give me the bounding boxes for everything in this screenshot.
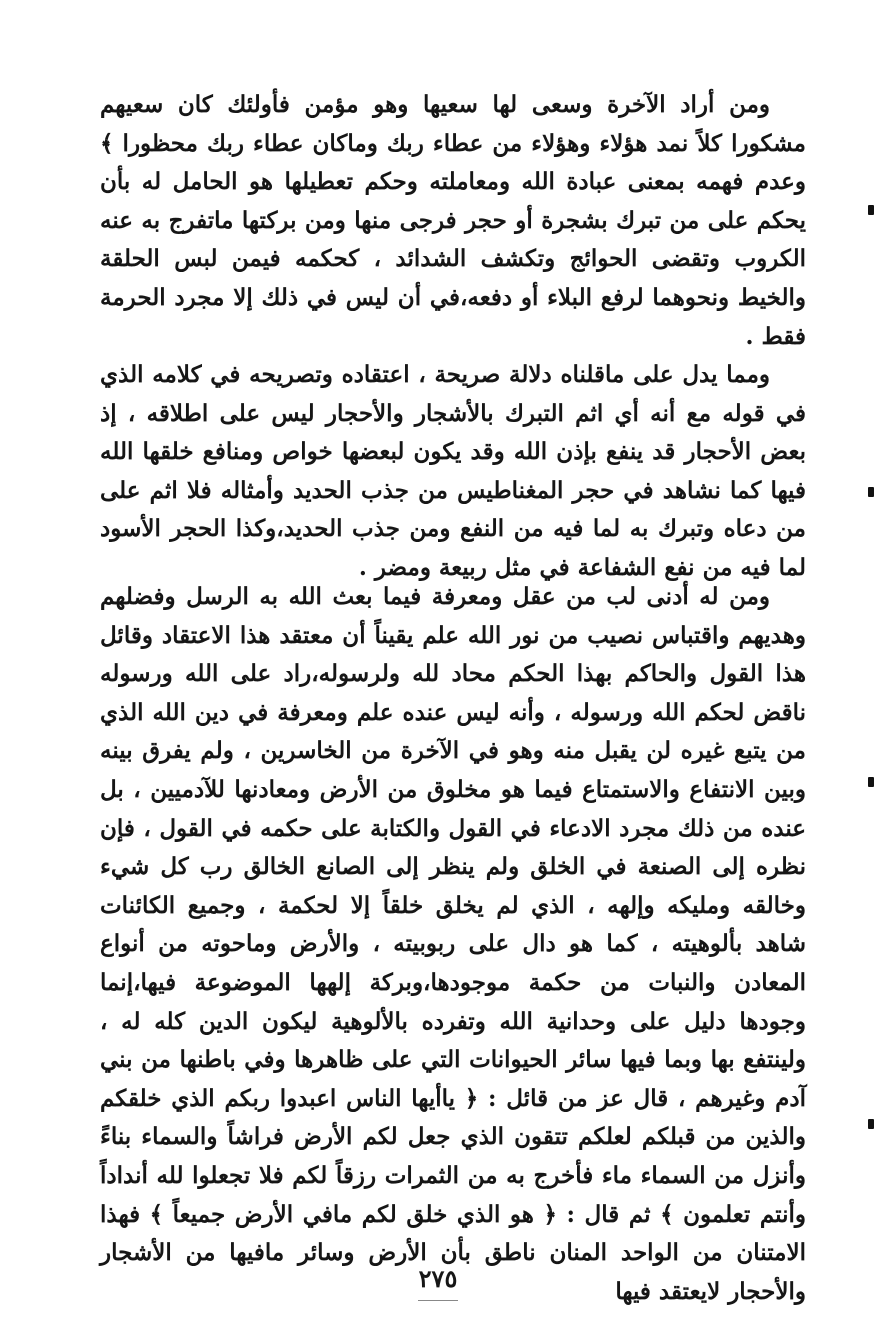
paragraph-2 <box>100 356 806 588</box>
paragraph-text: ومن له أدنى لب من عقل ومعرفة فيما بعث الله به الرسل وفضلهم وهديهم واقتباس نصيب من نور الله علم يقيناً أن معتقد هذا الاعتقاد وقائل هذا القول والحاكم بهذا الحكم محاد لله ولرسوله،راد على الله ورسوله ناقض لحكم الله ورسوله ، وأنه ليس عنده علم ومعرفة في دين الله الذي من يتبع غيره لن يقبل منه وهو في الآخرة من الخاسرين ، ولم يفرق بينه وبين الانتفاع والاستمتاع فيما هو مخلوق من الأرض ومعادنها للآدميين ، بل عنده من ذلك مجرد الادعاء في القول والكتابة على حكمه في القول ، فإن نظره إلى الصنعة في الخلق ولم ينظر إلى الصانع الخالق رب كل شيء وخالقه ومليكه وإلهه ، الذي لم يخلق خلقاً إلا لحكمة ، وجميع الكائنات شاهد بألوهيته ، كما هو دال على ربوبيته ، والأرض وماحوته من أنواع المعادن والنبات من حكمة موجودها،وبركة إلهها الموضوعة فيها،إنما وجودها دليل على وحدانية الله وتفرده بالألوهية ليكون الدين كله له ، ولينتفع بها وبما فيها سائر الحيوانات التي على ظاهرها وفي باطنها من بني آدم وغيرهم ، قال عز من قائل : ﴿ ياأيها الناس اعبدوا ربكم الذي خلقكم والذين من قبلكم لعلكم تتقون الذي جعل لكم الأرض فراشاً والسماء بناءً وأنزل من السماء ماء فأخرج به من الثمرات رزقاً لكم فلا تجعلوا لله أنداداً وأنتم تعلمون ﴾ ثم قال : ﴿ هو الذي خلق لكم مافي الأرض جميعاً ﴾ فهذا الامتنان من الواحد المنان ناطق بأن الأرض وسائر مافيها من الأشجار والأحجار لايعتقد فيها <box>100 583 806 1305</box>
margin-bullet-mark <box>868 205 874 215</box>
paragraph-text: ومما يدل على ماقلناه دلالة صريحة ، اعتقاده وتصريحه في كلامه الذي في قوله مع أنه أي اثم التبرك بالأشجار والأحجار ليس على اطلاقه ، إذ بعض الأحجار قد ينفع بإذن الله وقد يكون لبعضها خواص ومنافع خلقها الله فيها كما نشاهد في حجر المغناطيس من جذب الحديد وأمثاله فلا اثم على من دعاه وتبرك به لما فيه من النفع ومن جذب الحديد،وكذا الحجر الأسود لما فيه من نفع الشفاعة في مثل ربيعة ومضر . <box>100 361 806 581</box>
paragraph-1 <box>100 86 806 356</box>
page-number: ٢٧٥ <box>418 1264 458 1293</box>
margin-bullet-mark <box>868 487 874 497</box>
paragraph-3 <box>100 578 806 1311</box>
bottom-divider <box>418 1300 458 1301</box>
paragraph-text: ومن أراد الآخرة وسعى لها سعيها وهو مؤمن فأولئك كان سعيهم مشكورا كلاً نمد هؤلاء وهؤلاء من عطاء ربك وماكان عطاء ربك محظورا ﴾ وعدم فهمه بمعنى عبادة الله ومعاملته وحكم تعطيلها هو الحامل له بأن يحكم على من تبرك بشجرة أو حجر فرجى منها ومن بركتها ماتفرج به عنه الكروب وتقضى الحوائج وتكشف الشدائد ، كحكمه فيمن لبس الحلقة والخيط ونحوهما لرفع البلاء أو دفعه،في أن ليس في ذلك إلا مجرد الحرمة فقط . <box>100 91 806 350</box>
margin-bullet-mark <box>868 1119 874 1129</box>
margin-bullet-mark <box>868 777 874 787</box>
